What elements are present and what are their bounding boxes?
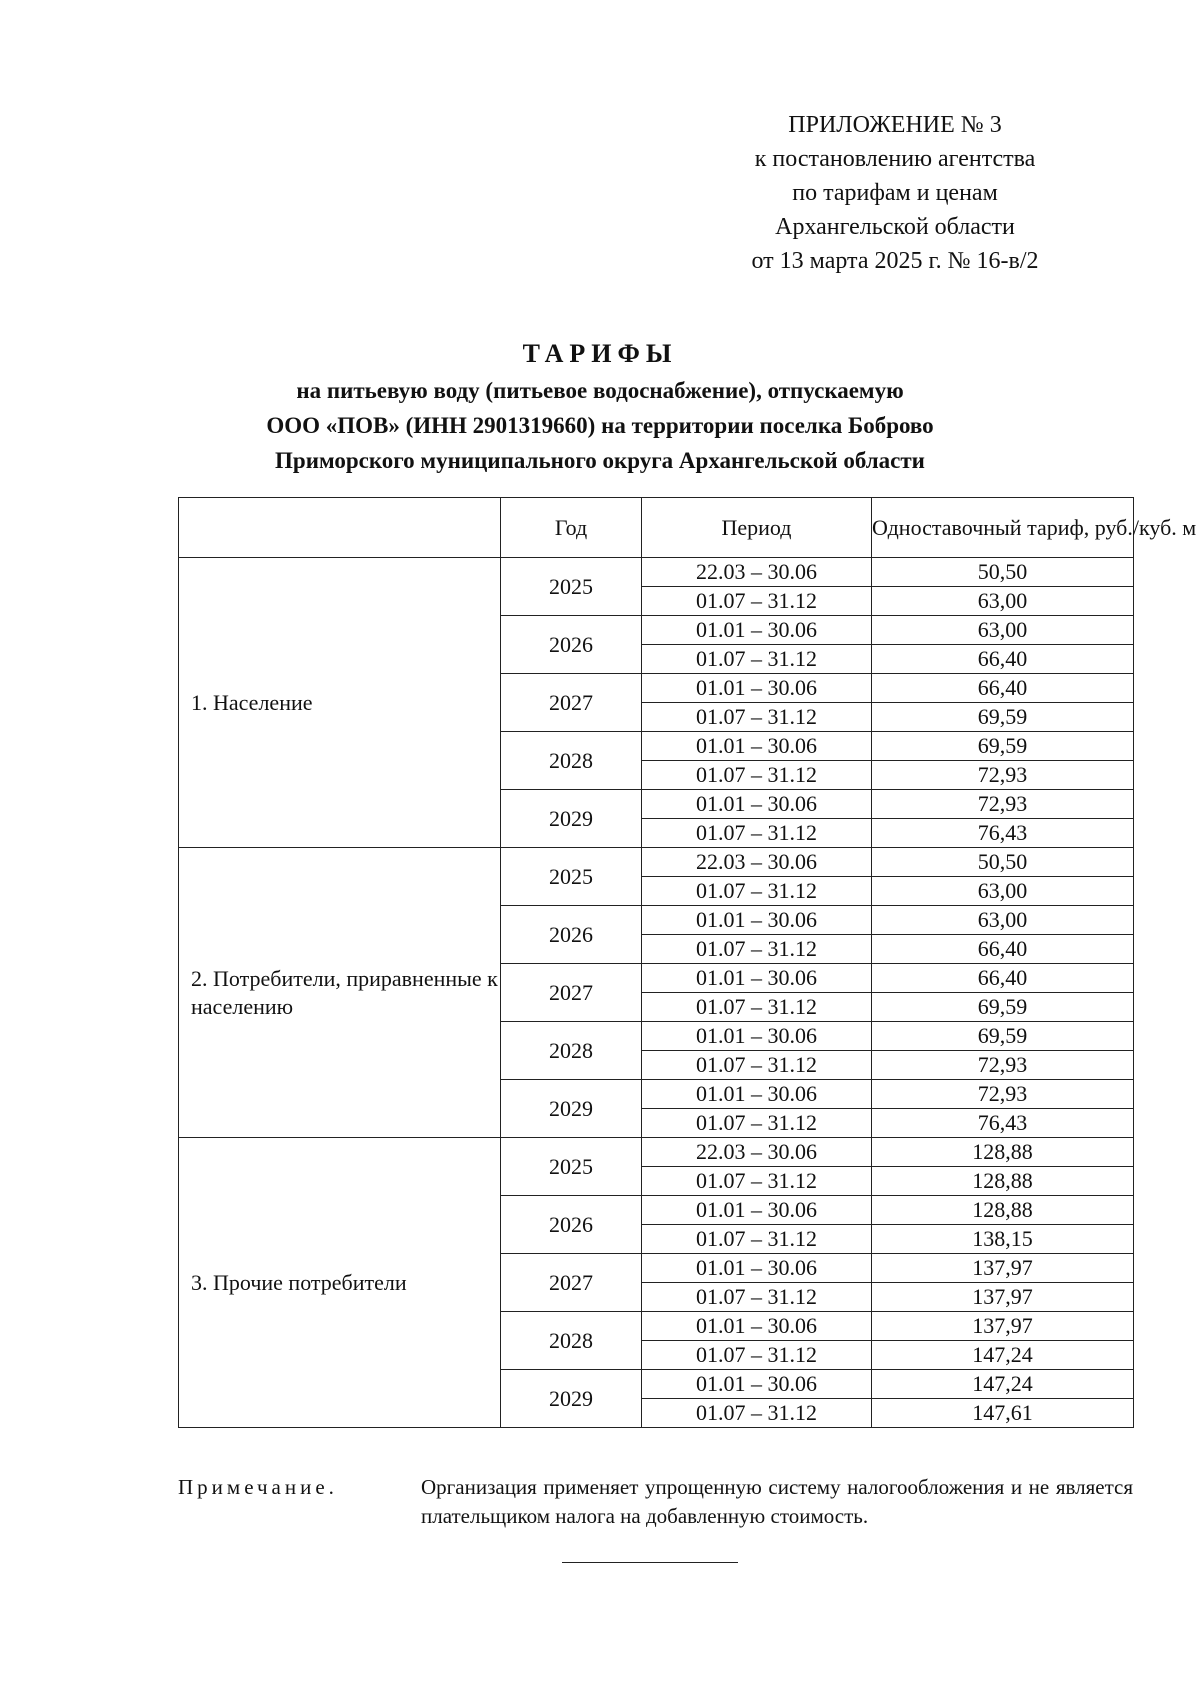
period-cell: 01.07 – 31.12 — [642, 1283, 872, 1312]
year-cell: 2025 — [501, 1138, 642, 1196]
period-cell: 01.07 – 31.12 — [642, 877, 872, 906]
period-cell: 22.03 – 30.06 — [642, 848, 872, 877]
period-cell: 01.01 – 30.06 — [642, 790, 872, 819]
title-line: Приморского муниципального округа Архангельской области — [275, 448, 925, 473]
tariff-cell: 63,00 — [872, 616, 1134, 645]
year-cell: 2029 — [501, 790, 642, 848]
period-cell: 01.07 – 31.12 — [642, 1167, 872, 1196]
year-cell: 2029 — [501, 1370, 642, 1428]
period-cell: 01.01 – 30.06 — [642, 1254, 872, 1283]
consumer-group-cell: 3. Прочие потребители — [179, 1138, 501, 1428]
tariff-cell: 66,40 — [872, 645, 1134, 674]
tariff-cell: 76,43 — [872, 819, 1134, 848]
tariff-cell: 66,40 — [872, 964, 1134, 993]
tariff-cell: 72,93 — [872, 761, 1134, 790]
appendix-header — [700, 108, 1090, 278]
tariff-cell: 138,15 — [872, 1225, 1134, 1254]
tariff-cell: 147,24 — [872, 1341, 1134, 1370]
year-cell: 2028 — [501, 732, 642, 790]
header-tariff: Одноставочный тариф, руб./куб. м — [872, 498, 1134, 558]
tariff-cell: 76,43 — [872, 1109, 1134, 1138]
period-cell: 22.03 – 30.06 — [642, 558, 872, 587]
period-cell: 22.03 – 30.06 — [642, 1138, 872, 1167]
period-cell: 01.07 – 31.12 — [642, 1051, 872, 1080]
note-text: Организация применяет упрощенную систему налогообложения и не является плательщиком налога на добавленную стоимость. — [421, 1475, 1133, 1528]
tariff-cell: 147,24 — [872, 1370, 1134, 1399]
period-cell: 01.07 – 31.12 — [642, 703, 872, 732]
tariff-cell: 128,88 — [872, 1167, 1134, 1196]
appendix-line: по тарифам и ценам — [792, 180, 998, 206]
tariff-cell: 128,88 — [872, 1138, 1134, 1167]
year-cell: 2027 — [501, 674, 642, 732]
tariff-cell: 128,88 — [872, 1196, 1134, 1225]
period-cell: 01.01 – 30.06 — [642, 1196, 872, 1225]
tariff-cell: 147,61 — [872, 1399, 1134, 1428]
period-cell: 01.07 – 31.12 — [642, 645, 872, 674]
year-cell: 2026 — [501, 1196, 642, 1254]
year-cell: 2025 — [501, 848, 642, 906]
year-cell: 2028 — [501, 1022, 642, 1080]
consumer-group-cell: 1. Население — [179, 558, 501, 848]
header-group — [179, 498, 501, 558]
tariff-cell: 72,93 — [872, 790, 1134, 819]
appendix-line: от 13 марта 2025 г. № 16-в/2 — [751, 248, 1039, 274]
year-cell: 2025 — [501, 558, 642, 616]
period-cell: 01.01 – 30.06 — [642, 906, 872, 935]
consumer-group-cell: 2. Потребители, приравненные к населению — [179, 848, 501, 1138]
tariff-cell: 137,97 — [872, 1312, 1134, 1341]
tariff-cell: 137,97 — [872, 1283, 1134, 1312]
tariff-cell: 50,50 — [872, 558, 1134, 587]
period-cell: 01.01 – 30.06 — [642, 732, 872, 761]
period-cell: 01.07 – 31.12 — [642, 819, 872, 848]
header-period: Период — [642, 498, 872, 558]
period-cell: 01.07 – 31.12 — [642, 587, 872, 616]
tariff-cell: 69,59 — [872, 703, 1134, 732]
tariff-cell: 63,00 — [872, 587, 1134, 616]
period-cell: 01.07 – 31.12 — [642, 1399, 872, 1428]
tariff-table — [178, 497, 1197, 1428]
tariff-cell: 72,93 — [872, 1051, 1134, 1080]
period-cell: 01.07 – 31.12 — [642, 1341, 872, 1370]
table-header-row — [179, 498, 1134, 558]
tariff-cell: 69,59 — [872, 993, 1134, 1022]
closing-rule — [562, 1562, 738, 1563]
table-row — [179, 848, 1134, 877]
year-cell: 2028 — [501, 1312, 642, 1370]
header-year: Год — [501, 498, 642, 558]
year-cell: 2027 — [501, 964, 642, 1022]
tariff-cell: 66,40 — [872, 674, 1134, 703]
period-cell: 01.01 – 30.06 — [642, 674, 872, 703]
tariff-cell: 66,40 — [872, 935, 1134, 964]
period-cell: 01.07 – 31.12 — [642, 993, 872, 1022]
note-label: Примечание. — [178, 1475, 338, 1499]
tariff-cell: 137,97 — [872, 1254, 1134, 1283]
period-cell: 01.01 – 30.06 — [642, 1022, 872, 1051]
title-main: ТАРИФЫ — [522, 339, 678, 368]
period-cell: 01.01 – 30.06 — [642, 1080, 872, 1109]
table-body — [179, 558, 1134, 1428]
period-cell: 01.01 – 30.06 — [642, 1370, 872, 1399]
period-cell: 01.01 – 30.06 — [642, 616, 872, 645]
period-cell: 01.07 – 31.12 — [642, 761, 872, 790]
tariff-cell: 63,00 — [872, 906, 1134, 935]
period-cell: 01.01 – 30.06 — [642, 1312, 872, 1341]
table-row — [179, 1138, 1134, 1167]
table-row — [179, 558, 1134, 587]
tariff-cell: 69,59 — [872, 732, 1134, 761]
appendix-line: Архангельской области — [775, 214, 1015, 240]
year-cell: 2027 — [501, 1254, 642, 1312]
period-cell: 01.07 – 31.12 — [642, 1109, 872, 1138]
title-line: ООО «ПОВ» (ИНН 2901319660) на территории поселка Боброво — [266, 413, 934, 438]
title-line: на питьевую воду (питьевое водоснабжение), отпускаемую — [296, 378, 904, 403]
year-cell: 2029 — [501, 1080, 642, 1138]
appendix-line: к постановлению агентства — [754, 146, 1036, 172]
period-cell: 01.01 – 30.06 — [642, 964, 872, 993]
document-title — [150, 337, 1050, 478]
appendix-line: ПРИЛОЖЕНИЕ № 3 — [788, 112, 1002, 138]
period-cell: 01.07 – 31.12 — [642, 935, 872, 964]
tariff-cell: 63,00 — [872, 877, 1134, 906]
tariff-cell: 50,50 — [872, 848, 1134, 877]
tariff-cell: 72,93 — [872, 1080, 1134, 1109]
year-cell: 2026 — [501, 616, 642, 674]
period-cell: 01.07 – 31.12 — [642, 1225, 872, 1254]
tariff-cell: 69,59 — [872, 1022, 1134, 1051]
year-cell: 2026 — [501, 906, 642, 964]
